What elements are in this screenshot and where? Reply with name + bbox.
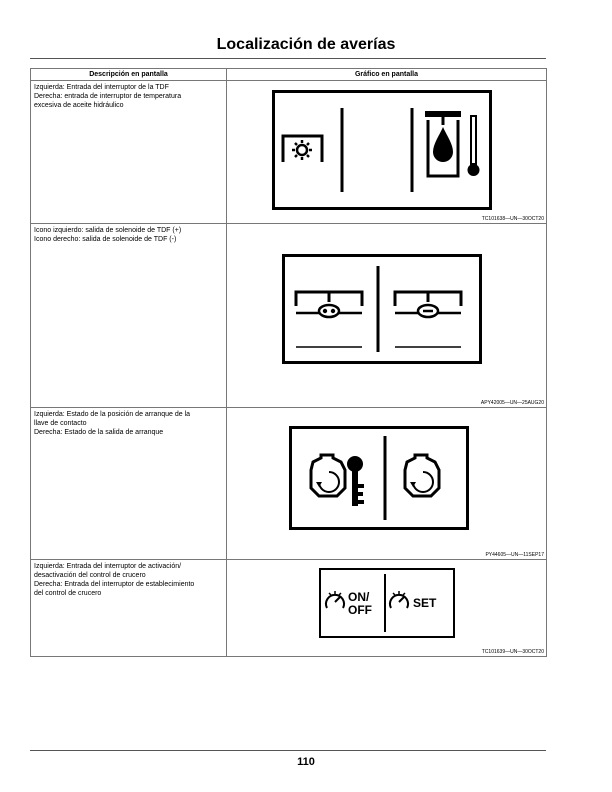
figure-caption: PY44605—UN—11SEP17	[485, 552, 544, 558]
graphic-cell	[227, 408, 547, 560]
footer-rule	[30, 750, 546, 751]
cruise-on-off-icon	[326, 590, 372, 617]
description-line: excesiva de aceite hidráulico	[34, 102, 124, 109]
troubleshooting-table	[30, 68, 547, 657]
table-row	[31, 560, 547, 657]
title-rule	[30, 58, 546, 59]
table-row	[31, 81, 547, 224]
pto-temperature-graphic	[272, 90, 492, 210]
graphic-cell	[227, 560, 547, 657]
figure-caption: TC101639—UN—30OCT20	[481, 649, 544, 655]
description-line: Izquierda: Estado de la posición de arranque de la	[34, 411, 191, 418]
pto-switch-icon	[283, 136, 322, 162]
description-line: Icono izquierdo: salida de solenoide de TDF (+)	[34, 227, 182, 234]
pto-solenoid-graphic	[282, 254, 482, 364]
start-key-graphic	[289, 426, 469, 530]
table-row	[31, 224, 547, 408]
graphic-cell	[227, 224, 547, 408]
page-number: 110	[297, 756, 315, 768]
description-line: del control de crucero	[34, 590, 102, 597]
description-line: Icono derecho: salida de solenoide de TDF (-)	[34, 236, 177, 243]
hydraulic-oil-temperature-icon	[425, 111, 480, 176]
figure-caption: TC101638—UN—30OCT20	[481, 216, 544, 222]
description-cell	[31, 408, 227, 560]
figure-caption: APY42005—UN—25AUG20	[480, 400, 544, 406]
graphic-cell	[227, 81, 547, 224]
description-cell	[31, 224, 227, 408]
key-icon	[347, 456, 364, 506]
starter-output-icon	[405, 455, 439, 496]
pto-solenoid-negative-icon	[395, 292, 461, 317]
column-header-description: Descripción en pantalla	[31, 69, 227, 81]
description-line: desactivación del control de crucero	[34, 572, 146, 579]
description-line: llave de contacto	[34, 420, 87, 427]
description-line: Izquierda: Entrada del interruptor de activación/	[34, 563, 182, 570]
description-line: Derecha: Entrada del interruptor de establecimiento	[34, 581, 195, 588]
description-line: Izquierda: Entrada del interruptor de la TDF	[34, 84, 169, 91]
description-line: Derecha: Estado de la salida de arranque	[34, 429, 164, 436]
cruise-control-graphic	[319, 568, 455, 638]
description-cell	[31, 560, 227, 657]
description-cell	[31, 81, 227, 224]
column-header-graphic: Gráfico en pantalla	[227, 69, 547, 81]
pto-solenoid-positive-icon	[296, 292, 362, 317]
cruise-set-label: SET	[413, 596, 437, 610]
table-row	[31, 408, 547, 560]
cruise-set-icon	[390, 591, 437, 610]
description-line: Derecha: entrada de interruptor de temperatura	[34, 93, 182, 100]
page-title: Localización de averías	[216, 36, 396, 53]
cruise-on-label: ON/	[348, 590, 370, 604]
cruise-off-label: OFF	[348, 603, 372, 617]
engine-start-icon	[311, 455, 345, 496]
